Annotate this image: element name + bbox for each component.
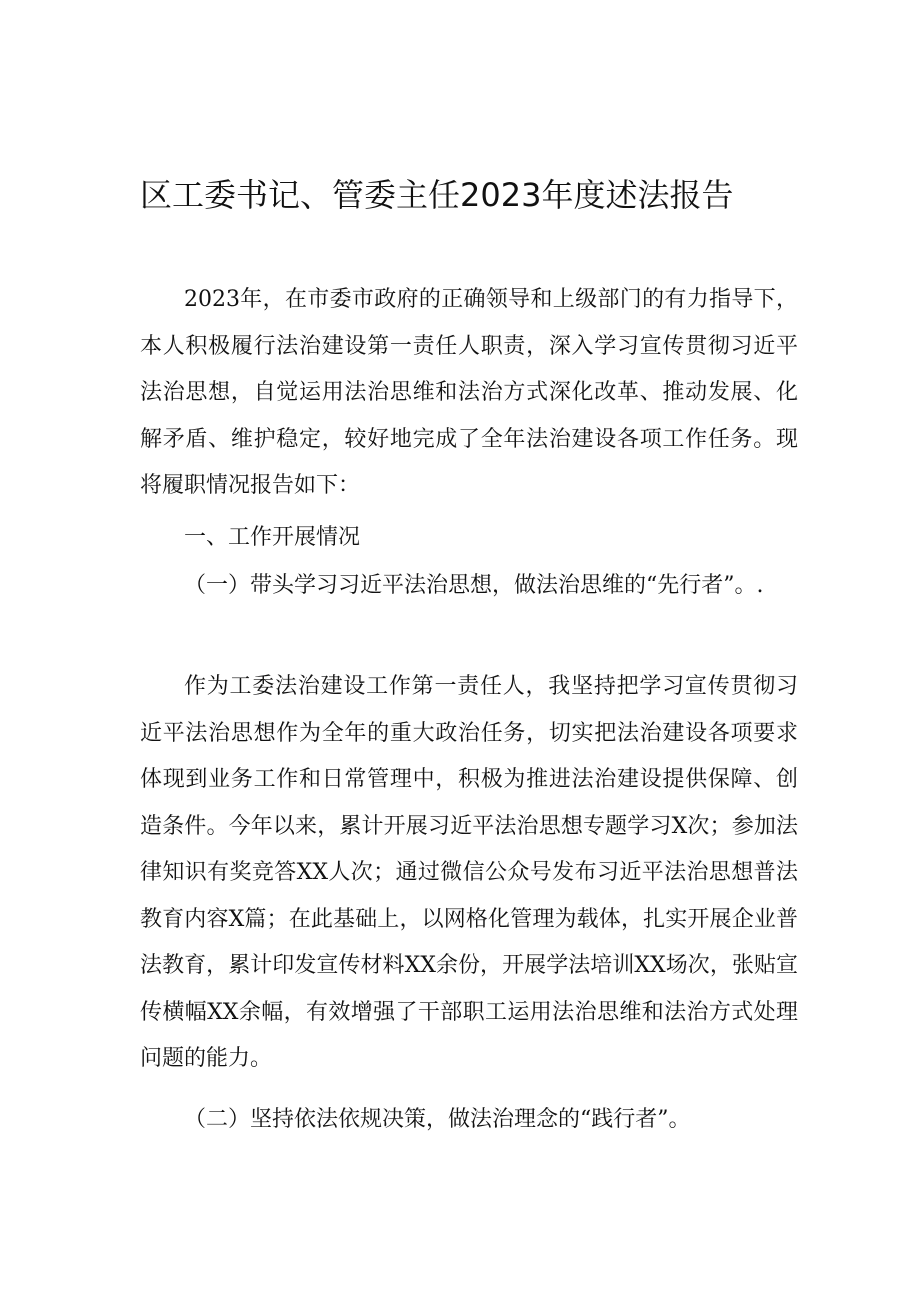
- subsection-1-paragraph: 作为工委法治建设工作第一责任人，我坚持把学习宣传贯彻习近平法治思想作为全年的重大政治任务，切实把法治建设各项要求体现到业务工作和日常管理中，积极为推进法治建设提供保障、创造条件。今年以来，累计开展习近平法治思想专题学习X次；参加法律知识有奖竞答XX人次；通过微信公众号发布习近平法治思想普法教育内容X篇；在此基础上，以网格化管理为载体，扎实开展企业普法教育，累计印发宣传材料XX余份，开展学法培训XX场次，张贴宣传横幅XX余幅，有效增强了干部职工运用法治思维和法治方式处理问题的能力。: [140, 674, 798, 1071]
- intro-paragraph: 2023年，在市委市政府的正确领导和上级部门的有力指导下，本人积极履行法治建设第一责任人职责，深入学习宣传贯彻习近平法治思想，自觉运用法治思维和法治方式深化改革、推动发展、化解矛盾、维护稳定，较好地完成了全年法治建设各项工作任务。现将履职情况报告如下：: [140, 287, 798, 498]
- section-heading-work-progress: 一、工作开展情况: [184, 525, 361, 550]
- subsection-heading-1: （一）带头学习习近平法治思想，做法治思维的“先行者”。.: [184, 573, 764, 598]
- subsection-heading-2: （二）坚持依法依规决策，做法治理念的“践行者”。: [184, 1107, 691, 1132]
- document-title: 区工委书记、管委主任2023年度述法报告: [140, 176, 734, 214]
